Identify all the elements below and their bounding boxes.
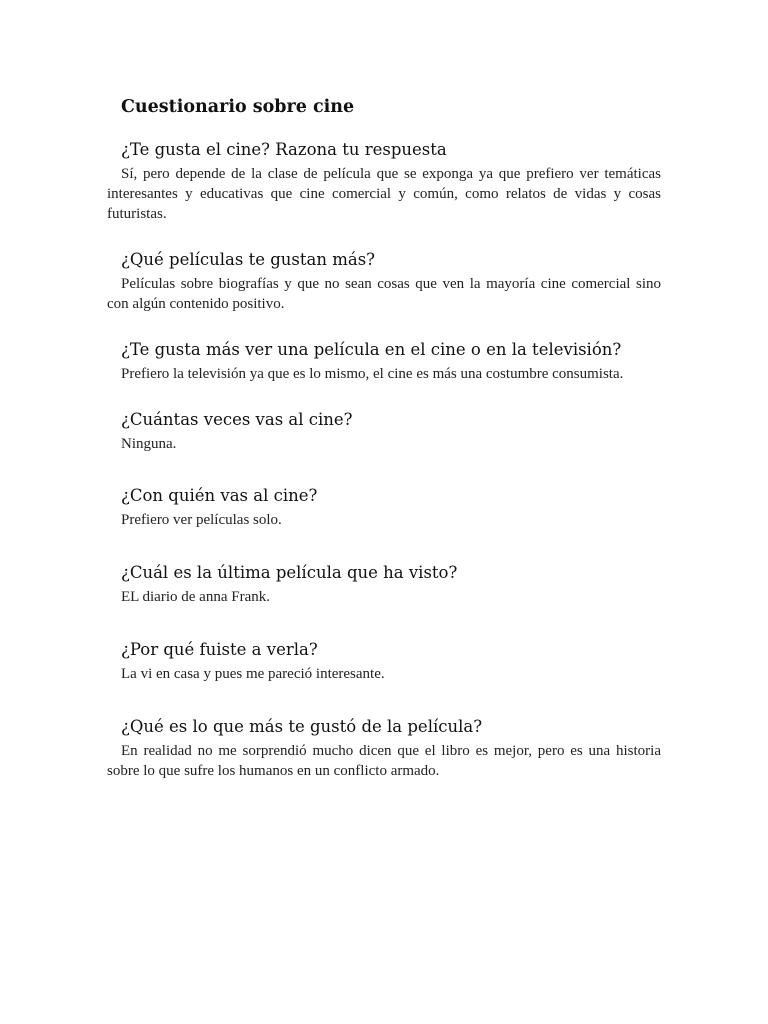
question-5: ¿Con quién vas al cine? <box>121 486 318 505</box>
question-1: ¿Te gusta el cine? Razona tu respuesta <box>121 140 447 159</box>
answer-1: Sí, pero depende de la clase de película que se exponga ya que prefiero ver temáticas interesantes y educativas que cine comercial y común, como relatos de vidas y cosas futuristas. <box>107 166 661 222</box>
question-6: ¿Cuál es la última película que ha visto? <box>121 563 458 582</box>
question-8: ¿Qué es lo que más te gustó de la película? <box>121 717 483 736</box>
question-7: ¿Por qué fuiste a verla? <box>121 640 318 659</box>
question-3: ¿Te gusta más ver una película en el cine o en la televisión? <box>121 340 622 359</box>
qa-item-5 <box>107 484 661 530</box>
answer-3: Prefiero la televisión ya que es lo mismo, el cine es más una costumbre consumista. <box>121 366 624 382</box>
document-title: Cuestionario sobre cine <box>121 97 355 117</box>
qa-item-8 <box>107 715 661 781</box>
qa-item-4 <box>107 408 661 454</box>
qa-item-2 <box>107 248 661 314</box>
answer-4: Ninguna. <box>121 436 177 452</box>
question-2: ¿Qué películas te gustan más? <box>121 250 376 269</box>
qa-item-6 <box>107 561 661 607</box>
qa-item-7 <box>107 638 661 684</box>
qa-item-3 <box>107 338 661 384</box>
answer-8: En realidad no me sorprendió mucho dicen que el libro es mejor, pero es una historia sobre lo que sufre los humanos en un conflicto armado. <box>107 743 661 779</box>
document-page <box>107 94 661 781</box>
qa-item-1 <box>107 138 661 224</box>
answer-6: EL diario de anna Frank. <box>121 589 270 605</box>
question-4: ¿Cuántas veces vas al cine? <box>121 410 353 429</box>
answer-7: La vi en casa y pues me pareció interesante. <box>121 666 385 682</box>
answer-5: Prefiero ver películas solo. <box>121 512 282 528</box>
answer-2: Películas sobre biografías y que no sean cosas que ven la mayoría cine comercial sino con algún contenido positivo. <box>107 276 661 312</box>
